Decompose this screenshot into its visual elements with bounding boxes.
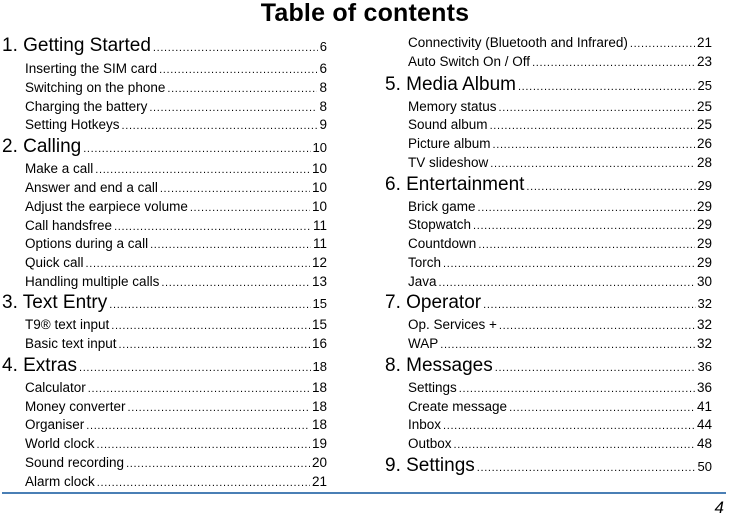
toc-entry-page: 36 — [696, 380, 712, 395]
toc-entry-page: 8 — [319, 99, 327, 114]
toc-section-entry[interactable] — [25, 399, 327, 414]
toc-entry-page: 15 — [311, 317, 327, 332]
dot-leader — [190, 202, 310, 214]
toc-entry-page: 12 — [311, 255, 327, 270]
toc-section-entry[interactable] — [408, 336, 712, 351]
dot-leader — [111, 320, 310, 332]
dot-leader — [532, 57, 695, 69]
toc-entry-label: 8. Messages — [385, 355, 493, 376]
toc-entry-label: Torch — [408, 255, 442, 270]
dot-leader — [97, 439, 310, 451]
toc-entry-page: 9 — [319, 117, 327, 132]
dot-leader — [79, 362, 311, 374]
dot-leader — [440, 339, 695, 351]
toc-section-entry[interactable] — [25, 455, 327, 470]
toc-entry-page: 16 — [311, 336, 327, 351]
dot-leader — [161, 277, 310, 289]
toc-entry-label: WAP — [408, 336, 439, 351]
dot-leader — [126, 458, 310, 470]
toc-entry-page: 32 — [696, 317, 712, 332]
toc-chapter-entry[interactable] — [385, 355, 712, 377]
toc-chapter-entry[interactable] — [2, 35, 327, 57]
toc-entry-label: Inserting the SIM card — [25, 61, 158, 76]
toc-entry-label: Auto Switch On / Off — [408, 54, 531, 69]
dot-leader — [160, 183, 310, 195]
dot-leader — [109, 299, 310, 311]
toc-chapter-entry[interactable] — [2, 355, 327, 377]
dot-leader — [95, 164, 310, 176]
toc-entry-label: Money converter — [25, 399, 126, 414]
toc-entry-label: Calculator — [25, 380, 86, 395]
toc-entry-label: Adjust the earpiece volume — [25, 199, 188, 214]
toc-entry-label: Sound album — [408, 117, 488, 132]
dot-leader — [439, 277, 695, 289]
toc-entry-label: 7. Operator — [385, 292, 482, 313]
dot-leader — [119, 339, 310, 351]
toc-section-entry[interactable] — [408, 317, 712, 332]
toc-entry-label: Memory status — [408, 99, 497, 114]
dot-leader — [526, 181, 695, 193]
dot-leader — [478, 202, 695, 214]
toc-section-entry[interactable] — [408, 35, 712, 50]
toc-entry-page: 11 — [312, 218, 327, 233]
dot-leader — [167, 83, 317, 95]
toc-entry-label: Setting Hotkeys — [25, 117, 120, 132]
dot-leader — [454, 439, 695, 451]
toc-entry-label: Brick game — [408, 199, 476, 214]
toc-entry-page: 20 — [311, 455, 327, 470]
dot-leader — [509, 402, 695, 414]
toc-section-entry[interactable] — [408, 399, 712, 414]
toc-section-entry[interactable] — [25, 474, 327, 489]
toc-section-entry[interactable] — [408, 136, 712, 151]
dot-leader — [153, 42, 318, 54]
toc-chapter-entry[interactable] — [385, 292, 712, 314]
toc-entry-page: 29 — [696, 236, 712, 251]
toc-entry-page: 32 — [697, 296, 712, 311]
toc-entry-label: TV slideshow — [408, 155, 489, 170]
dot-leader — [483, 299, 695, 311]
toc-section-entry[interactable] — [25, 236, 327, 251]
toc-entry-page: 25 — [696, 117, 712, 132]
page-number: 4 — [714, 498, 724, 517]
toc-entry-label: Java — [408, 274, 437, 289]
toc-section-entry[interactable] — [25, 80, 327, 95]
toc-chapter-entry[interactable] — [385, 174, 712, 196]
toc-section-entry[interactable] — [25, 317, 327, 332]
toc-chapter-entry[interactable] — [385, 74, 712, 96]
dot-leader — [86, 258, 310, 270]
dot-leader — [122, 120, 318, 132]
toc-section-entry[interactable] — [25, 199, 327, 214]
dot-leader — [159, 64, 317, 76]
toc-entry-label: Options during a call — [25, 236, 149, 251]
toc-section-entry[interactable] — [408, 274, 712, 289]
toc-entry-page: 29 — [696, 217, 712, 232]
toc-section-entry[interactable] — [408, 117, 712, 132]
toc-section-entry[interactable] — [25, 436, 327, 451]
toc-section-entry[interactable] — [408, 199, 712, 214]
toc-entry-page: 11 — [312, 236, 327, 251]
toc-section-entry[interactable] — [408, 54, 712, 69]
toc-entry-label: 1. Getting Started — [2, 35, 151, 56]
toc-entry-label: Inbox — [408, 417, 442, 432]
toc-section-entry[interactable] — [408, 99, 712, 114]
toc-entry-page: 30 — [696, 274, 712, 289]
toc-entry-page: 6 — [319, 39, 327, 54]
toc-entry-label: Countdown — [408, 236, 477, 251]
toc-entry-page: 10 — [312, 140, 327, 155]
toc-entry-label: Sound recording — [25, 455, 125, 470]
toc-entry-page: 18 — [311, 399, 327, 414]
toc-entry-label: Picture album — [408, 136, 491, 151]
toc-section-entry[interactable] — [25, 218, 327, 233]
toc-chapter-entry[interactable] — [385, 455, 712, 477]
toc-section-entry[interactable] — [408, 236, 712, 251]
toc-entry-page: 10 — [311, 180, 327, 195]
toc-entry-page: 25 — [697, 78, 712, 93]
toc-entry-page: 13 — [311, 274, 327, 289]
toc-section-entry[interactable] — [25, 255, 327, 270]
toc-entry-label: 4. Extras — [2, 355, 77, 376]
dot-leader — [477, 462, 696, 474]
toc-entry-label: Connectivity (Bluetooth and Infrared) — [408, 35, 628, 50]
toc-entry-label: Stopwatch — [408, 217, 472, 232]
dot-leader — [86, 420, 310, 432]
dot-leader — [149, 102, 317, 114]
dot-leader — [97, 477, 310, 489]
dot-leader — [88, 383, 310, 395]
dot-leader — [443, 258, 695, 270]
toc-section-entry[interactable] — [25, 336, 327, 351]
toc-entry-page: 25 — [696, 99, 712, 114]
toc-entry-label: World clock — [25, 436, 95, 451]
toc-entry-label: Alarm clock — [25, 474, 95, 489]
dot-leader — [630, 38, 695, 50]
toc-entry-label: Create message — [408, 399, 508, 414]
toc-section-entry[interactable] — [408, 217, 712, 232]
toc-section-entry[interactable] — [25, 274, 327, 289]
toc-entry-label: 6. Entertainment — [385, 174, 525, 195]
toc-entry-page: 21 — [311, 474, 327, 489]
dot-leader — [473, 220, 695, 232]
toc-entry-label: Organiser — [25, 417, 85, 432]
toc-entry-page: 48 — [696, 436, 712, 451]
toc-entry-page: 18 — [311, 380, 327, 395]
toc-entry-page: 36 — [697, 359, 712, 374]
dot-leader — [490, 120, 695, 132]
dot-leader — [114, 221, 311, 233]
toc-entry-label: Outbox — [408, 436, 452, 451]
toc-entry-label: Quick call — [25, 255, 84, 270]
toc-entry-page: 32 — [696, 336, 712, 351]
toc-entry-label: Handling multiple calls — [25, 274, 160, 289]
dot-leader — [83, 143, 310, 155]
toc-section-entry[interactable] — [408, 436, 712, 451]
toc-section-entry[interactable] — [25, 180, 327, 195]
toc-section-entry[interactable] — [408, 380, 712, 395]
toc-entry-page: 41 — [696, 399, 712, 414]
toc-entry-label: Basic text input — [25, 336, 117, 351]
dot-leader — [478, 239, 695, 251]
dot-leader — [128, 402, 310, 414]
dot-leader — [443, 420, 695, 432]
toc-entry-label: T9® text input — [25, 317, 110, 332]
dot-leader — [518, 81, 696, 93]
toc-entry-label: 2. Calling — [2, 136, 82, 157]
dot-leader — [490, 158, 695, 170]
toc-section-entry[interactable] — [25, 380, 327, 395]
toc-entry-page: 10 — [311, 161, 327, 176]
toc-entry-page: 18 — [311, 417, 327, 432]
toc-entry-page: 10 — [311, 199, 327, 214]
dot-leader — [495, 362, 696, 374]
toc-section-entry[interactable] — [408, 417, 712, 432]
dot-leader — [499, 102, 695, 114]
toc-entry-label: Settings — [408, 380, 457, 395]
footer-rule — [2, 492, 726, 494]
toc-entry-page: 15 — [312, 296, 327, 311]
toc-entry-label: Answer and end a call — [25, 180, 158, 195]
toc-entry-page: 28 — [696, 155, 712, 170]
toc-entry-page: 21 — [696, 35, 712, 50]
toc-entry-label: 5. Media Album — [385, 74, 516, 95]
toc-entry-label: Charging the battery — [25, 99, 148, 114]
toc-section-entry[interactable] — [25, 417, 327, 432]
dot-leader — [499, 320, 695, 332]
toc-chapter-entry[interactable] — [2, 136, 327, 158]
toc-section-entry[interactable] — [25, 61, 327, 76]
toc-section-entry[interactable] — [408, 255, 712, 270]
dot-leader — [493, 139, 695, 151]
toc-entry-label: Call handsfree — [25, 218, 113, 233]
toc-entry-page: 23 — [696, 54, 712, 69]
toc-entry-page: 8 — [319, 80, 327, 95]
toc-entry-label: Make a call — [25, 161, 94, 176]
toc-entry-page: 50 — [697, 459, 712, 474]
toc-entry-page: 19 — [311, 436, 327, 451]
toc-entry-page: 26 — [696, 136, 712, 151]
toc-entry-label: 3. Text Entry — [2, 292, 108, 313]
dot-leader — [459, 383, 695, 395]
page-title: Table of contents — [260, 0, 470, 27]
toc-entry-page: 29 — [696, 199, 712, 214]
toc-section-entry[interactable] — [25, 99, 327, 114]
toc-entry-page: 6 — [319, 61, 327, 76]
dot-leader — [150, 239, 311, 251]
toc-entry-page: 44 — [696, 417, 712, 432]
toc-entry-label: 9. Settings — [385, 455, 475, 476]
toc-entry-label: Switching on the phone — [25, 80, 166, 95]
toc-entry-page: 29 — [696, 255, 712, 270]
toc-entry-page: 29 — [697, 178, 712, 193]
toc-chapter-entry[interactable] — [2, 292, 327, 314]
toc-section-entry[interactable] — [25, 161, 327, 176]
toc-section-entry[interactable] — [408, 155, 712, 170]
toc-entry-label: Op. Services + — [408, 317, 497, 332]
toc-section-entry[interactable] — [25, 117, 327, 132]
toc-entry-page: 18 — [312, 359, 327, 374]
